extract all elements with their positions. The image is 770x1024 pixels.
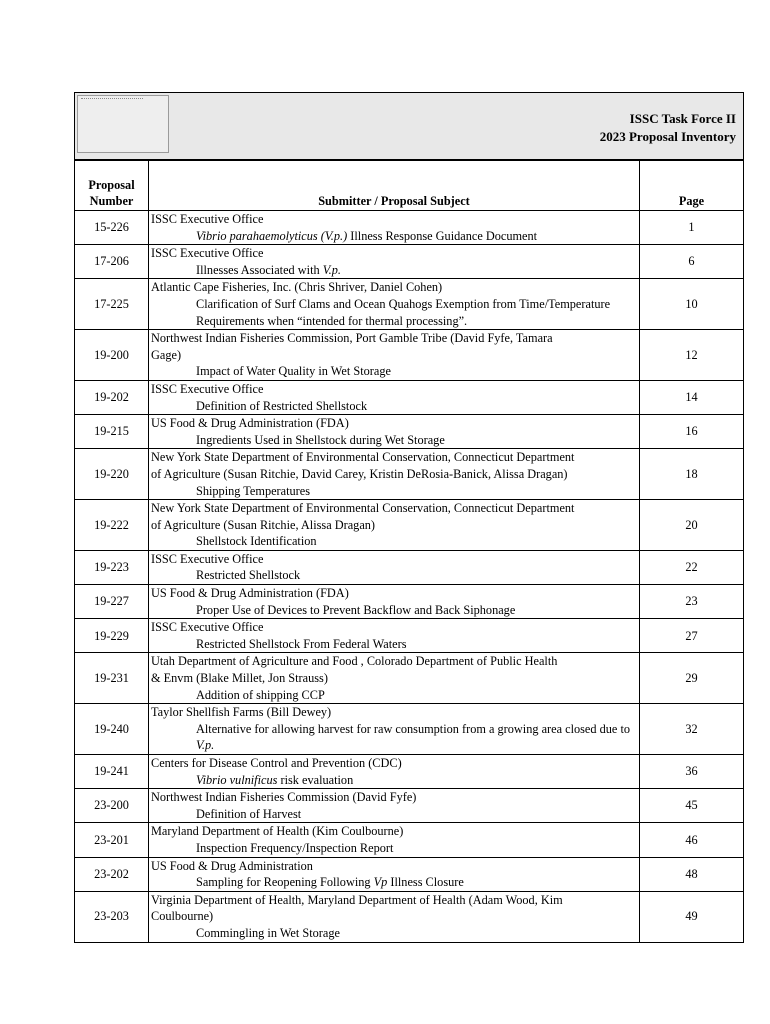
proposal-number: 19-200 (75, 330, 149, 381)
submitter-and-subject (149, 330, 640, 381)
proposal-subject: Sampling for Reopening Following Vp Illness Closure (196, 875, 464, 890)
table-row (75, 823, 744, 857)
proposal-subject: Ingredients Used in Shellstock during Wet Storage (196, 432, 445, 447)
proposal-subject: Definition of Restricted Shellstock (196, 398, 368, 413)
submitter-line: Northwest Indian Fisheries Commission, Port Gamble Tribe (David Fyfe, Tamara (151, 331, 553, 346)
submitter-line: Utah Department of Agriculture and Food , Colorado Department of Public Health (151, 654, 558, 669)
italic-term: Vibrio vulnificus (196, 772, 278, 787)
submitter-line: Gage) (151, 347, 182, 362)
page-number: 45 (640, 789, 744, 823)
submitter-line: US Food & Drug Administration (151, 858, 313, 873)
submitter-and-subject (149, 415, 640, 449)
italic-term: Vp (373, 875, 388, 890)
table-row (75, 279, 744, 330)
submitter-and-subject (149, 789, 640, 823)
submitter-line: Virginia Department of Health, Maryland Department of Health (Adam Wood, Kim (151, 892, 563, 907)
proposal-number: 19-215 (75, 415, 149, 449)
submitter-and-subject (149, 823, 640, 857)
table-row (75, 653, 744, 704)
table-row (75, 415, 744, 449)
page-number: 22 (640, 550, 744, 584)
submitter-line: Coulbourne) (151, 909, 214, 924)
submitter-and-subject (149, 211, 640, 245)
table-body (75, 211, 744, 943)
submitter-and-subject (149, 585, 640, 619)
table-row (75, 585, 744, 619)
proposal-number: 19-231 (75, 653, 149, 704)
page-number: 29 (640, 653, 744, 704)
page-number: 14 (640, 380, 744, 414)
page-number: 18 (640, 449, 744, 500)
proposal-number: 23-202 (75, 857, 149, 891)
proposal-subject: Restricted Shellstock From Federal Waters (196, 636, 407, 651)
submitter-line: ISSC Executive Office (151, 212, 264, 226)
proposal-number: 15-226 (75, 211, 149, 245)
submitter-and-subject (149, 891, 640, 942)
table-row (75, 619, 744, 653)
submitter-and-subject (149, 704, 640, 755)
proposal-subject: Commingling in Wet Storage (196, 925, 340, 940)
submitter-line: ISSC Executive Office (151, 246, 264, 261)
table-row (75, 449, 744, 500)
submitter-line: ISSC Executive Office (151, 381, 264, 396)
proposal-subject: Shellstock Identification (196, 534, 317, 549)
proposal-number: 19-220 (75, 449, 149, 500)
submitter-and-subject (149, 500, 640, 551)
table-row (75, 380, 744, 414)
italic-term: V.p. (196, 738, 215, 753)
proposal-subject: Inspection Frequency/Inspection Report (196, 840, 394, 855)
proposal-subject: Impact of Water Quality in Wet Storage (196, 364, 391, 379)
header-title-line1: ISSC Task Force II (629, 111, 736, 126)
table-row (75, 211, 744, 245)
submitter-and-subject (149, 550, 640, 584)
proposal-subject: Vibrio vulnificus risk evaluation (196, 772, 354, 787)
header-proposal-number (75, 161, 149, 211)
document-header (74, 92, 744, 160)
submitter-line: New York State Department of Environmental Conservation, Connecticut Department (151, 501, 575, 516)
submitter-line: Northwest Indian Fisheries Commission (David Fyfe) (151, 790, 417, 805)
page-number: 16 (640, 415, 744, 449)
proposal-number: 17-225 (75, 279, 149, 330)
proposal-number: 19-241 (75, 755, 149, 789)
italic-term: Vibrio parahaemolyticus (V.p.) (196, 228, 348, 243)
page-number: 20 (640, 500, 744, 551)
submitter-and-subject (149, 755, 640, 789)
submitter-line: US Food & Drug Administration (FDA) (151, 586, 349, 601)
page-number: 36 (640, 755, 744, 789)
submitter-line: ISSC Executive Office (151, 551, 264, 566)
proposal-number: 19-240 (75, 704, 149, 755)
submitter-line: US Food & Drug Administration (FDA) (151, 416, 349, 431)
submitter-line: of Agriculture (Susan Ritchie, David Carey, Kristin DeRosia-Banick, Alissa Dragan) (151, 466, 568, 481)
proposal-subject: Addition of shipping CCP (196, 687, 325, 702)
proposal-number: 19-229 (75, 619, 149, 653)
page-number: 48 (640, 857, 744, 891)
table-row (75, 704, 744, 755)
submitter-and-subject (149, 619, 640, 653)
page-number: 10 (640, 279, 744, 330)
table-row (75, 789, 744, 823)
submitter-and-subject (149, 245, 640, 279)
header-proposal-label: Proposal (88, 177, 135, 192)
proposal-subject: Shipping Temperatures (196, 483, 311, 498)
table-row (75, 755, 744, 789)
submitter-line: & Envm (Blake Millet, Jon Strauss) (151, 671, 328, 686)
submitter-line: Centers for Disease Control and Prevention (CDC) (151, 756, 402, 770)
table-row (75, 245, 744, 279)
page-number: 27 (640, 619, 744, 653)
page-number: 12 (640, 330, 744, 381)
page-number: 1 (640, 211, 744, 245)
proposal-subject: Clarification of Surf Clams and Ocean Quahogs Exemption from Time/Temperature Requirements when “intended for thermal processing”. (196, 296, 611, 328)
page-number: 23 (640, 585, 744, 619)
table-row (75, 550, 744, 584)
proposal-number: 17-206 (75, 245, 149, 279)
table-row (75, 500, 744, 551)
header-number-label: Number (89, 194, 134, 209)
header-submitter-subject: Submitter / Proposal Subject (149, 161, 640, 211)
table-header-row (75, 161, 744, 211)
header-title-line2: 2023 Proposal Inventory (599, 129, 736, 144)
submitter-line: of Agriculture (Susan Ritchie, Alissa Dragan) (151, 517, 376, 532)
proposal-subject: Alternative for allowing harvest for raw consumption from a growing area closed due to V.p. (196, 721, 631, 753)
proposal-subject: Proper Use of Devices to Prevent Backflow and Back Siphonage (196, 602, 516, 617)
submitter-line: ISSC Executive Office (151, 620, 264, 635)
page-number: 6 (640, 245, 744, 279)
logo-placeholder-line (81, 98, 143, 102)
submitter-and-subject (149, 857, 640, 891)
header-title (600, 110, 736, 146)
page-number: 32 (640, 704, 744, 755)
proposal-subject: Illnesses Associated with V.p. (196, 262, 341, 277)
proposal-subject: Restricted Shellstock (196, 568, 301, 583)
proposal-number: 19-223 (75, 550, 149, 584)
submitter-and-subject (149, 653, 640, 704)
table-row (75, 891, 744, 942)
table-row (75, 330, 744, 381)
page-number: 46 (640, 823, 744, 857)
table-row (75, 857, 744, 891)
submitter-and-subject (149, 380, 640, 414)
header-page: Page (640, 161, 744, 211)
italic-term: V.p. (322, 262, 341, 277)
logo-image (77, 95, 169, 153)
submitter-line: Atlantic Cape Fisheries, Inc. (Chris Shriver, Daniel Cohen) (151, 280, 443, 295)
submitter-and-subject (149, 279, 640, 330)
page-number: 49 (640, 891, 744, 942)
submitter-line: New York State Department of Environmental Conservation, Connecticut Department (151, 450, 575, 465)
proposal-number: 19-202 (75, 380, 149, 414)
proposal-subject: Vibrio parahaemolyticus (V.p.) Illness Response Guidance Document (196, 228, 538, 243)
proposal-number: 23-203 (75, 891, 149, 942)
proposal-inventory-table (74, 160, 744, 943)
proposal-number: 19-222 (75, 500, 149, 551)
submitter-and-subject (149, 449, 640, 500)
proposal-number: 23-201 (75, 823, 149, 857)
submitter-line: Taylor Shellfish Farms (Bill Dewey) (151, 705, 332, 720)
submitter-line: Maryland Department of Health (Kim Coulbourne) (151, 824, 404, 839)
proposal-number: 19-227 (75, 585, 149, 619)
proposal-number: 23-200 (75, 789, 149, 823)
proposal-subject: Definition of Harvest (196, 806, 302, 821)
